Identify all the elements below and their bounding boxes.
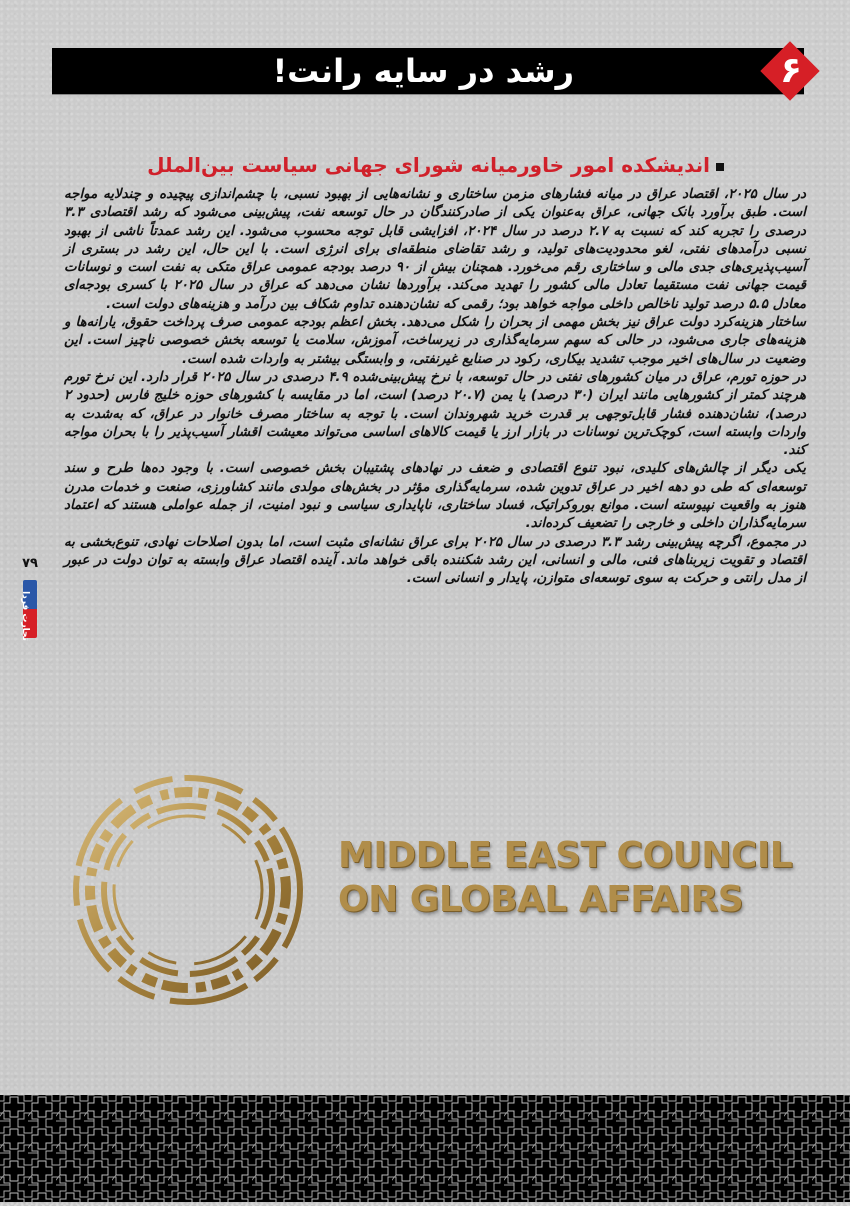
article-body [64,186,806,589]
publication-label: تجارت فردا [20,591,30,641]
title-bar [52,48,804,94]
council-logo-wordmark [338,834,792,922]
article-paragraph: ساختار هزینه‌کرد دولت عراق نیز بخش مهمی از بحران را شکل می‌دهد. بخش اعظم بودجه عمومی صرف پرداخت حقوق، یارانه‌ها و هزینه‌های جاری می‌شود، در حالی که سهم سرمایه‌گذاری در زیرساخت، آموزش، سلامت یا توسعه بخش خصوصی ناچیز است. این وضعیت در سال‌های اخیر موجب تشدید بیکاری، رکود در صنایع غیرنفتی، و وابستگی بیشتر به واردات شده است. [64,315,806,367]
logo-line-2: ON GLOBAL AFFAIRS [338,879,744,920]
article-paragraph: یکی دیگر از چالش‌های کلیدی، نبود تنوع اقتصادی و ضعف در نهادهای پشتیبان بخش خصوصی است. با وجود ده‌ها طرح و سند توسعه‌ای که طی دو دهه اخیر در عراق تدوین شده، سرمایه‌گذاری مؤثر در بخش‌های مولدی مانند کشاورزی، صنعت و خدمات مدرن هنوز به واقعیت نپیوسته است. موانع بوروکراتیک، فساد ساختاری، ناپایداری سیاسی و نبود امنیت، از جمله عواملی هستند که اعتماد سرمایه‌گذاران داخلی و خارجی را تضعیف کرده‌اند. [64,461,806,532]
article-paragraph: در مجموع، اگرچه پیش‌بینی رشد ۳.۳ درصدی در سال ۲۰۲۵ برای عراق نشانه‌ای مثبت است، اما بدون اصلاحات نهادی، تنوع‌بخشی به اقتصاد و تقویت زیربناهای فنی، مالی و انسانی، این رشد شکننده باقی خواهد ماند. آینده اقتصاد عراق وابسته به توان دولت در عبور از مدل رانتی و حرکت به سوی توسعه‌ای متوازن، پایدار و انسانی است. [64,534,806,587]
council-logo-emblem-icon [58,768,318,1012]
article-paragraph: در سال ۲۰۲۵، اقتصاد عراق در میانه فشارهای مزمن ساختاری و نشانه‌هایی از بهبود نسبی، با چشم‌اندازی پیچیده و چندلایه مواجه است. طبق برآورد بانک جهانی، عراق به‌عنوان یکی از صادرکنندگان در حال توسعه نفت، پیش‌بینی می‌شود که رشد اقتصادی ۳.۳ درصدی را تجربه کند که نسبت به ۲.۷ درصد در سال ۲۰۲۴، افزایشی قابل توجه محسوب می‌شود. این رشد عمدتاً ناشی از بهبود نسبی درآمدهای نفتی، لغو محدودیت‌های تولید، و رشد تقاضای منطقه‌ای برای انرژی است. با این حال، این رشد در بستری از آسیب‌پذیری‌های جدی مالی و ساختاری رقم می‌خورد. همچنان بیش از ۹۰ درصد بودجه عمومی عراق متکی به نفت است و نوسانات قیمت جهانی نفت مستقیما تعادل مالی کشور را تهدید می‌کند. برآوردها نشان می‌دهد که عراق در سال ۲۰۲۵ با کسری بودجه‌ای معادل ۵.۵ درصد تولید ناخالص داخلی مواجه خواهد بود؛ رقمی که نشان‌دهنده تداوم شکاف بین درآمد و هزینه‌های دولت است. [64,187,807,312]
page-number: ۷۹ [22,556,38,571]
article-paragraph: در حوزه تورم، عراق در میان کشورهای نفتی در حال توسعه، با نرخ پیش‌بینی‌شده ۴.۹ درصدی در سال ۲۰۲۵ قرار دارد. این نرخ تورم هرچند کمتر از کشورهایی مانند ایران (۳۰ درصد) یا یمن (۲۰.۷ درصد) است، اما در مقایسه با کشورهای حوزه خلیج فارس (حدود ۲ درصد)، نشان‌دهنده فشار قابل‌توجهی بر قدرت خرید شهروندان است. با توجه به ساختار مصرف خانوار در عراق، که به‌شدت به واردات وابسته است، کوچک‌ترین نوسانات در بازار ارز یا قیمت کالاهای اساسی می‌تواند معیشت اقشار آسیب‌پذیر را با بحران مواجه کند. [64,369,807,459]
section-number: ۶ [780,50,802,91]
footer-pattern [0,1095,850,1202]
logo-line-1: MIDDLE EAST COUNCIL [338,835,793,876]
page-title: رشد در سایه رانت! [272,52,574,90]
subheading-text: اندیشکده امور خاورمیانه شورای جهانی سیاست بین‌الملل [147,153,710,177]
square-bullet-icon [716,163,724,171]
source-subheading [147,153,724,177]
